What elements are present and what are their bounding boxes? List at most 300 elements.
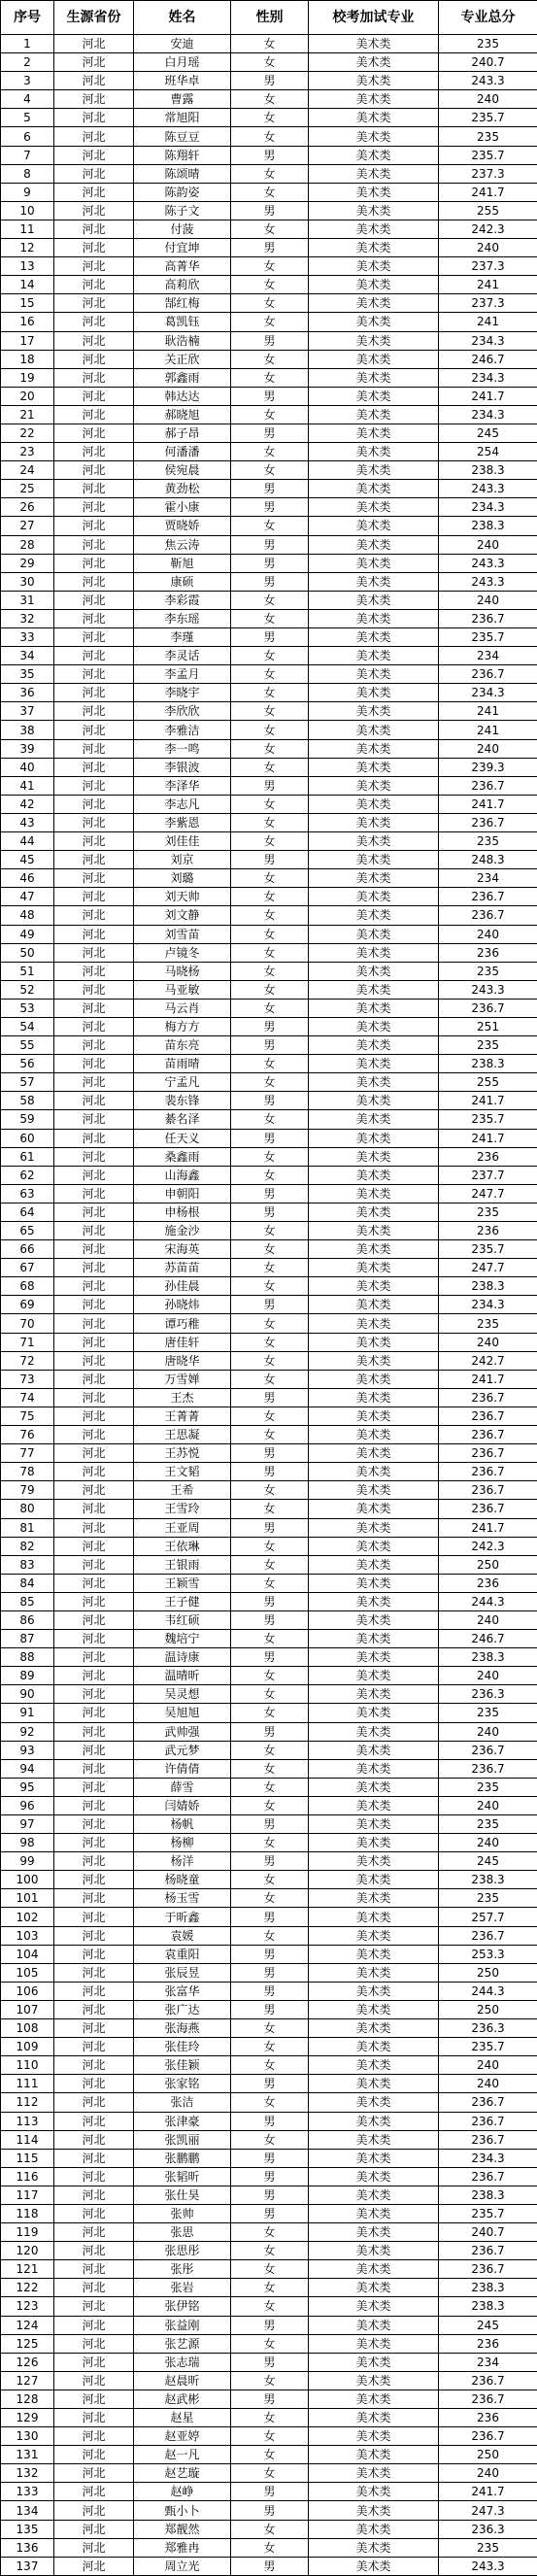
table-row <box>1 1314 537 1333</box>
cell-gender: 女 <box>231 90 309 109</box>
cell-gender: 男 <box>231 628 309 647</box>
cell-gender: 女 <box>231 684 309 702</box>
cell-gender: 女 <box>231 1834 309 1852</box>
cell-province: 河北 <box>54 2279 134 2297</box>
cell-index: 123 <box>1 2297 54 2316</box>
cell-province: 河北 <box>54 1370 134 1388</box>
cell-major: 美术类 <box>309 1333 439 1351</box>
cell-province: 河北 <box>54 313 134 331</box>
cell-province: 河北 <box>54 1147 134 1166</box>
cell-gender: 男 <box>231 239 309 257</box>
cell-index: 52 <box>1 980 54 999</box>
cell-score: 240 <box>439 1610 537 1629</box>
cell-index: 116 <box>1 2167 54 2186</box>
cell-province: 河北 <box>54 1017 134 1035</box>
cell-index: 53 <box>1 999 54 1017</box>
cell-gender: 男 <box>231 2316 309 2334</box>
cell-index: 60 <box>1 1129 54 1147</box>
cell-province: 河北 <box>54 331 134 350</box>
cell-score: 235 <box>439 962 537 980</box>
cell-score: 241.7 <box>439 183 537 201</box>
cell-province: 河北 <box>54 925 134 943</box>
table-row <box>1 53 537 72</box>
cell-index: 114 <box>1 2130 54 2149</box>
cell-major: 美术类 <box>309 405 439 424</box>
cell-index: 55 <box>1 1036 54 1055</box>
cell-province: 河北 <box>54 665 134 684</box>
table-row <box>1 2371 537 2390</box>
cell-major: 美术类 <box>309 183 439 201</box>
cell-province: 河北 <box>54 1852 134 1871</box>
cell-gender: 男 <box>231 1388 309 1407</box>
cell-name: 甄小卜 <box>134 2501 231 2520</box>
cell-gender: 男 <box>231 1852 309 1871</box>
cell-province: 河北 <box>54 647 134 665</box>
cell-gender: 男 <box>231 1463 309 1481</box>
table-row <box>1 1889 537 1908</box>
cell-gender: 男 <box>231 498 309 517</box>
cell-index: 58 <box>1 1092 54 1110</box>
cell-province: 河北 <box>54 164 134 183</box>
cell-gender: 女 <box>231 999 309 1017</box>
cell-score: 236.7 <box>439 1481 537 1500</box>
cell-gender: 男 <box>231 480 309 498</box>
cell-province: 河北 <box>54 702 134 721</box>
cell-index: 106 <box>1 1982 54 2000</box>
cell-name: 王依琳 <box>134 1537 231 1555</box>
cell-score: 236.7 <box>439 2112 537 2130</box>
cell-name: 梅方方 <box>134 1017 231 1035</box>
cell-province: 河北 <box>54 1388 134 1407</box>
table-row <box>1 2075 537 2093</box>
table-row <box>1 1778 537 1796</box>
table-row <box>1 405 537 424</box>
cell-major: 美术类 <box>309 925 439 943</box>
cell-gender: 女 <box>231 1481 309 1500</box>
cell-gender: 男 <box>231 2557 309 2575</box>
cell-score: 242.3 <box>439 1537 537 1555</box>
cell-score: 236.7 <box>439 888 537 906</box>
cell-score: 235 <box>439 1704 537 1722</box>
cell-major: 美术类 <box>309 943 439 962</box>
cell-gender: 男 <box>231 2075 309 2093</box>
cell-index: 108 <box>1 2019 54 2038</box>
cell-name: 郝晓旭 <box>134 405 231 424</box>
cell-province: 河北 <box>54 2557 134 2575</box>
cell-index: 57 <box>1 1073 54 1092</box>
cell-score: 235.7 <box>439 109 537 127</box>
cell-gender: 女 <box>231 1759 309 1778</box>
cell-province: 河北 <box>54 53 134 72</box>
table-row <box>1 1240 537 1259</box>
cell-score: 244.3 <box>439 1982 537 2000</box>
cell-score: 240 <box>439 239 537 257</box>
cell-gender: 男 <box>231 1815 309 1834</box>
cell-name: 吴旭旭 <box>134 1704 231 1722</box>
table-row <box>1 1463 537 1481</box>
cell-province: 河北 <box>54 851 134 869</box>
cell-name: 张佳玲 <box>134 2038 231 2056</box>
cell-name: 陈子文 <box>134 201 231 220</box>
cell-name: 常旭阳 <box>134 109 231 127</box>
cell-gender: 女 <box>231 702 309 721</box>
cell-major: 美术类 <box>309 1537 439 1555</box>
cell-province: 河北 <box>54 628 134 647</box>
cell-name: 卢镜冬 <box>134 943 231 962</box>
cell-index: 4 <box>1 90 54 109</box>
table-row <box>1 239 537 257</box>
cell-major: 美术类 <box>309 1908 439 1926</box>
cell-province: 河北 <box>54 776 134 795</box>
cell-score: 236.7 <box>439 1741 537 1759</box>
table-row <box>1 832 537 851</box>
cell-name: 马晓杨 <box>134 962 231 980</box>
cell-score: 235.7 <box>439 628 537 647</box>
cell-major: 美术类 <box>309 2186 439 2204</box>
cell-score: 236 <box>439 1147 537 1166</box>
cell-gender: 女 <box>231 2242 309 2260</box>
cell-gender: 男 <box>231 1129 309 1147</box>
cell-province: 河北 <box>54 1555 134 1574</box>
cell-name: 马云肖 <box>134 999 231 1017</box>
cell-major: 美术类 <box>309 331 439 350</box>
cell-province: 河北 <box>54 1926 134 1945</box>
cell-province: 河北 <box>54 146 134 164</box>
cell-score: 247.7 <box>439 1259 537 1277</box>
cell-index: 129 <box>1 2409 54 2427</box>
cell-score: 236.7 <box>439 2242 537 2260</box>
cell-major: 美术类 <box>309 665 439 684</box>
cell-major: 美术类 <box>309 1351 439 1370</box>
table-row <box>1 609 537 627</box>
cell-gender: 女 <box>231 35 309 53</box>
cell-index: 124 <box>1 2316 54 2334</box>
cell-score: 240.7 <box>439 2223 537 2242</box>
cell-name: 孙佳晨 <box>134 1277 231 1296</box>
cell-gender: 男 <box>231 1036 309 1055</box>
cell-score: 243.3 <box>439 572 537 591</box>
cell-province: 河北 <box>54 2427 134 2446</box>
header-gender: 性别 <box>231 1 309 35</box>
cell-name: 武元梦 <box>134 1741 231 1759</box>
cell-name: 张家铭 <box>134 2075 231 2093</box>
cell-province: 河北 <box>54 109 134 127</box>
cell-gender: 女 <box>231 164 309 183</box>
cell-score: 234.3 <box>439 498 537 517</box>
cell-index: 77 <box>1 1444 54 1463</box>
cell-province: 河北 <box>54 183 134 201</box>
cell-gender: 女 <box>231 1741 309 1759</box>
cell-province: 河北 <box>54 758 134 776</box>
cell-major: 美术类 <box>309 276 439 294</box>
cell-gender: 男 <box>231 1908 309 1926</box>
table-row <box>1 2019 537 2038</box>
cell-province: 河北 <box>54 2446 134 2464</box>
cell-major: 美术类 <box>309 1203 439 1221</box>
cell-index: 112 <box>1 2093 54 2112</box>
cell-index: 117 <box>1 2186 54 2204</box>
cell-score: 236.7 <box>439 1463 537 1481</box>
cell-index: 34 <box>1 647 54 665</box>
cell-score: 245 <box>439 2316 537 2334</box>
cell-major: 美术类 <box>309 1426 439 1444</box>
cell-name: 王文韬 <box>134 1463 231 1481</box>
cell-province: 河北 <box>54 535 134 554</box>
cell-index: 100 <box>1 1871 54 1889</box>
cell-name: 刘佳佳 <box>134 832 231 851</box>
cell-gender: 男 <box>231 2112 309 2130</box>
cell-score: 235 <box>439 1036 537 1055</box>
cell-index: 102 <box>1 1908 54 1926</box>
cell-name: 李东瑶 <box>134 609 231 627</box>
cell-major: 美术类 <box>309 1945 439 1963</box>
cell-index: 33 <box>1 628 54 647</box>
cell-major: 美术类 <box>309 127 439 146</box>
cell-major: 美术类 <box>309 647 439 665</box>
cell-gender: 女 <box>231 1500 309 1518</box>
cell-score: 241.7 <box>439 1518 537 1537</box>
cell-score: 235 <box>439 832 537 851</box>
cell-score: 236.7 <box>439 1426 537 1444</box>
table-row <box>1 1017 537 1035</box>
cell-province: 河北 <box>54 1667 134 1685</box>
cell-gender: 男 <box>231 1092 309 1110</box>
cell-name: 孙晓炜 <box>134 1296 231 1314</box>
cell-name: 王子健 <box>134 1592 231 1610</box>
cell-major: 美术类 <box>309 220 439 238</box>
cell-major: 美术类 <box>309 1574 439 1592</box>
cell-score: 236 <box>439 2409 537 2427</box>
cell-index: 78 <box>1 1463 54 1481</box>
cell-score: 236.7 <box>439 1926 537 1945</box>
cell-gender: 男 <box>231 2186 309 2204</box>
cell-province: 河北 <box>54 35 134 53</box>
table-row <box>1 1722 537 1741</box>
cell-name: 何潘潘 <box>134 443 231 461</box>
table-row <box>1 1426 537 1444</box>
cell-major: 美术类 <box>309 1166 439 1184</box>
cell-score: 242.3 <box>439 220 537 238</box>
cell-gender: 女 <box>231 2260 309 2279</box>
cell-major: 美术类 <box>309 1314 439 1333</box>
cell-score: 235 <box>439 2538 537 2557</box>
cell-major: 美术类 <box>309 2334 439 2353</box>
cell-score: 240 <box>439 1834 537 1852</box>
cell-province: 河北 <box>54 1963 134 1982</box>
cell-major: 美术类 <box>309 368 439 387</box>
cell-major: 美术类 <box>309 2371 439 2390</box>
table-row <box>1 1277 537 1296</box>
table-row <box>1 962 537 980</box>
cell-major: 美术类 <box>309 739 439 758</box>
cell-major: 美术类 <box>309 832 439 851</box>
cell-name: 李泽华 <box>134 776 231 795</box>
cell-index: 62 <box>1 1166 54 1184</box>
cell-index: 125 <box>1 2334 54 2353</box>
cell-major: 美术类 <box>309 2501 439 2520</box>
cell-name: 李晓宇 <box>134 684 231 702</box>
cell-score: 246.7 <box>439 350 537 368</box>
cell-province: 河北 <box>54 1444 134 1463</box>
cell-score: 237.3 <box>439 164 537 183</box>
cell-gender: 女 <box>231 2297 309 2316</box>
cell-index: 28 <box>1 535 54 554</box>
cell-name: 张洁 <box>134 2093 231 2112</box>
cell-gender: 女 <box>231 2130 309 2149</box>
cell-name: 班华卓 <box>134 72 231 90</box>
cell-major: 美术类 <box>309 535 439 554</box>
table-row <box>1 2279 537 2297</box>
cell-name: 侯宛晨 <box>134 461 231 480</box>
cell-gender: 男 <box>231 1610 309 1629</box>
table-row <box>1 1945 537 1963</box>
cell-major: 美术类 <box>309 813 439 831</box>
cell-major: 美术类 <box>309 980 439 999</box>
table-row <box>1 2520 537 2538</box>
cell-province: 河北 <box>54 1222 134 1240</box>
cell-province: 河北 <box>54 1704 134 1722</box>
cell-name: 付宜坤 <box>134 239 231 257</box>
table-row <box>1 1444 537 1463</box>
cell-index: 1 <box>1 35 54 53</box>
header-province: 生源省份 <box>54 1 134 35</box>
table-row <box>1 2316 537 2334</box>
table-row <box>1 1667 537 1685</box>
cell-name: 张彤 <box>134 2260 231 2279</box>
cell-gender: 女 <box>231 980 309 999</box>
cell-index: 47 <box>1 888 54 906</box>
cell-score: 241.7 <box>439 387 537 405</box>
table-row <box>1 90 537 109</box>
cell-name: 白月瑶 <box>134 53 231 72</box>
cell-score: 248.3 <box>439 851 537 869</box>
cell-province: 河北 <box>54 405 134 424</box>
cell-major: 美术类 <box>309 2242 439 2260</box>
table-row <box>1 1796 537 1814</box>
cell-score: 244.3 <box>439 1592 537 1610</box>
cell-score: 236.3 <box>439 1685 537 1704</box>
cell-score: 243.3 <box>439 72 537 90</box>
cell-province: 河北 <box>54 424 134 442</box>
cell-gender: 女 <box>231 721 309 739</box>
cell-gender: 女 <box>231 220 309 238</box>
cell-name: 陈韵姿 <box>134 183 231 201</box>
cell-name: 刘京 <box>134 851 231 869</box>
cell-gender: 女 <box>231 1110 309 1129</box>
cell-name: 赵艺璇 <box>134 2464 231 2483</box>
table-row <box>1 851 537 869</box>
cell-name: 黄劲松 <box>134 480 231 498</box>
cell-score: 241.7 <box>439 795 537 813</box>
cell-score: 240 <box>439 925 537 943</box>
cell-name: 张佳颖 <box>134 2056 231 2075</box>
table-row <box>1 888 537 906</box>
cell-province: 河北 <box>54 721 134 739</box>
cell-gender: 女 <box>231 1704 309 1722</box>
cell-gender: 女 <box>231 925 309 943</box>
cell-major: 美术类 <box>309 1110 439 1129</box>
cell-major: 美术类 <box>309 1667 439 1685</box>
cell-score: 240 <box>439 1722 537 1741</box>
cell-index: 137 <box>1 2557 54 2575</box>
cell-province: 河北 <box>54 368 134 387</box>
cell-index: 94 <box>1 1759 54 1778</box>
cell-major: 美术类 <box>309 2297 439 2316</box>
cell-score: 236.7 <box>439 609 537 627</box>
cell-province: 河北 <box>54 2501 134 2520</box>
cell-province: 河北 <box>54 1592 134 1610</box>
cell-name: 裴东锋 <box>134 1092 231 1110</box>
cell-province: 河北 <box>54 1537 134 1555</box>
cell-index: 56 <box>1 1055 54 1073</box>
cell-major: 美术类 <box>309 1555 439 1574</box>
cell-gender: 女 <box>231 109 309 127</box>
cell-score: 253.3 <box>439 1945 537 1963</box>
cell-index: 8 <box>1 164 54 183</box>
cell-gender: 女 <box>231 53 309 72</box>
cell-score: 250 <box>439 1555 537 1574</box>
cell-major: 美术类 <box>309 1240 439 1259</box>
table-row <box>1 925 537 943</box>
cell-gender: 女 <box>231 2279 309 2297</box>
table-row <box>1 517 537 535</box>
table-row <box>1 2186 537 2204</box>
table-row <box>1 1036 537 1055</box>
cell-province: 河北 <box>54 1259 134 1277</box>
table-row <box>1 1704 537 1722</box>
cell-gender: 男 <box>231 1184 309 1203</box>
table-row <box>1 1351 537 1370</box>
table-row <box>1 35 537 53</box>
cell-province: 河北 <box>54 2112 134 2130</box>
cell-name: 陈翔轩 <box>134 146 231 164</box>
cell-gender: 男 <box>231 2390 309 2408</box>
cell-name: 杨玉雪 <box>134 1889 231 1908</box>
cell-name: 张鹏鹏 <box>134 2149 231 2167</box>
cell-name: 王希 <box>134 1481 231 1500</box>
cell-score: 235.7 <box>439 1110 537 1129</box>
cell-score: 237.3 <box>439 294 537 313</box>
cell-major: 美术类 <box>309 1444 439 1463</box>
cell-score: 257.7 <box>439 1908 537 1926</box>
cell-name: 唐佳轩 <box>134 1333 231 1351</box>
cell-index: 104 <box>1 1945 54 1963</box>
cell-major: 美术类 <box>309 721 439 739</box>
cell-province: 河北 <box>54 2409 134 2427</box>
cell-province: 河北 <box>54 1407 134 1425</box>
cell-index: 13 <box>1 257 54 276</box>
cell-score: 237.7 <box>439 1166 537 1184</box>
cell-name: 王菁菁 <box>134 1407 231 1425</box>
cell-score: 235 <box>439 1203 537 1221</box>
cell-name: 张伊铭 <box>134 2297 231 2316</box>
cell-index: 22 <box>1 424 54 442</box>
table-row <box>1 572 537 591</box>
cell-name: 刘天帅 <box>134 888 231 906</box>
cell-index: 76 <box>1 1426 54 1444</box>
cell-index: 44 <box>1 832 54 851</box>
cell-index: 118 <box>1 2204 54 2222</box>
cell-index: 82 <box>1 1537 54 1555</box>
cell-score: 236.7 <box>439 2427 537 2446</box>
cell-name: 唐晓华 <box>134 1351 231 1370</box>
cell-index: 136 <box>1 2538 54 2557</box>
cell-index: 67 <box>1 1259 54 1277</box>
cell-score: 245 <box>439 424 537 442</box>
cell-score: 238.3 <box>439 1055 537 1073</box>
cell-score: 236.7 <box>439 1759 537 1778</box>
cell-score: 234.3 <box>439 2149 537 2167</box>
